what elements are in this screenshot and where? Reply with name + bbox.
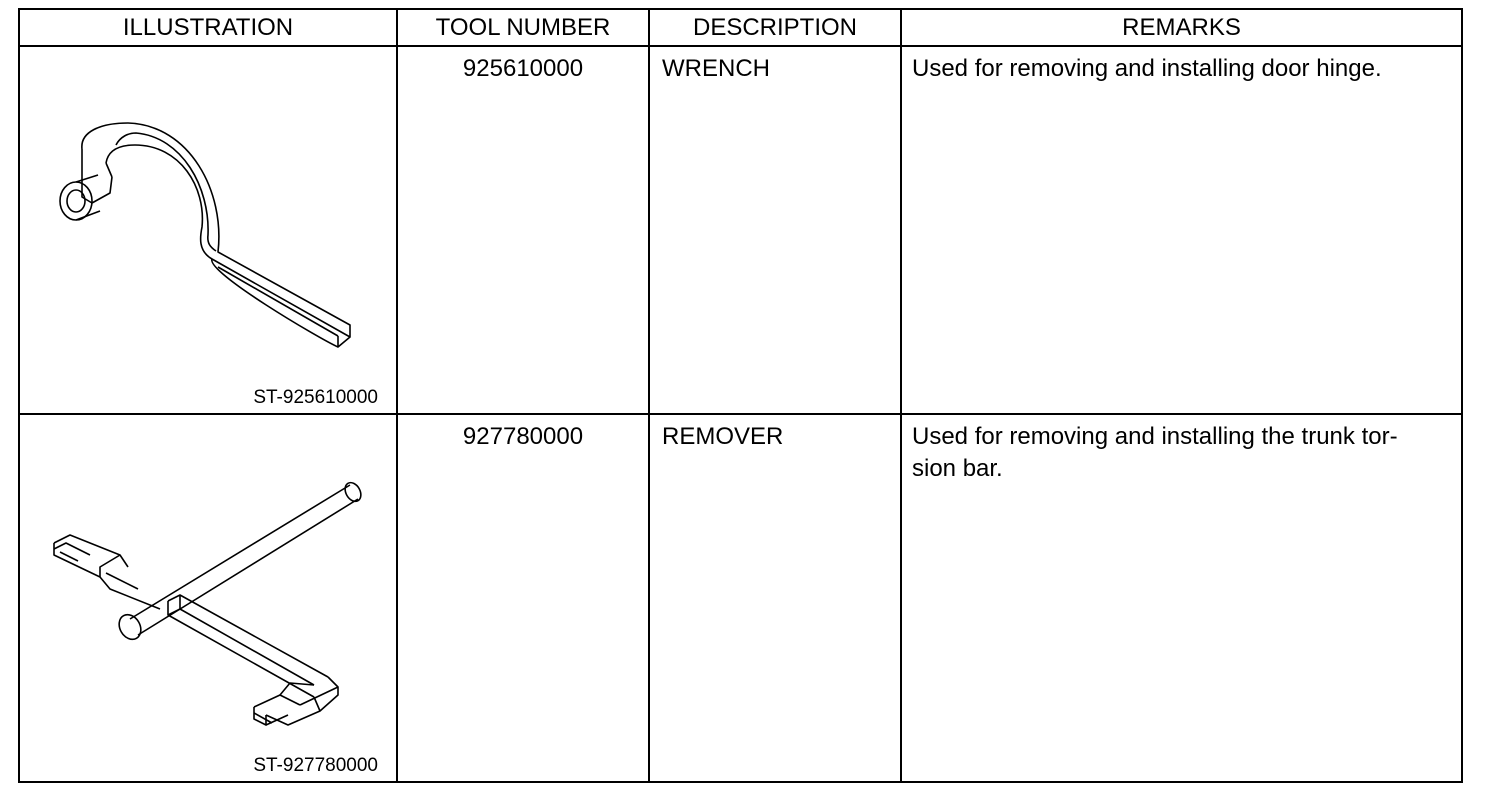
remarks-cell: [901, 414, 1462, 782]
illustration-cell: [19, 414, 397, 782]
wrench-icon: [20, 47, 396, 413]
remarks-cell: [901, 46, 1462, 414]
tool-description: REMOVER: [662, 423, 784, 450]
tool-number: 927780000: [462, 423, 584, 450]
header-remarks: REMARKS: [901, 9, 1462, 46]
table-row: [19, 46, 1462, 414]
special-tools-table: [18, 8, 1463, 783]
illustration-cell: [19, 46, 397, 414]
tool-number: 925610000: [462, 55, 584, 82]
header-tool-number: TOOL NUMBER: [397, 9, 649, 46]
remover-tool-icon: [20, 415, 396, 781]
tool-remarks: Used for removing and installing the trunk tor- sion bar.: [912, 423, 1398, 482]
table-header-row: [19, 9, 1462, 46]
illustration-code: ST-927780000: [253, 755, 378, 776]
table-row: [19, 414, 1462, 782]
tool-number-cell: [397, 414, 649, 782]
tool-remarks: Used for removing and installing door hinge.: [912, 55, 1382, 82]
header-description: DESCRIPTION: [649, 9, 901, 46]
description-cell: [649, 46, 901, 414]
tool-description: WRENCH: [662, 55, 770, 82]
description-cell: [649, 414, 901, 782]
header-illustration: ILLUSTRATION: [19, 9, 397, 46]
tool-number-cell: [397, 46, 649, 414]
illustration-code: ST-925610000: [253, 387, 378, 408]
